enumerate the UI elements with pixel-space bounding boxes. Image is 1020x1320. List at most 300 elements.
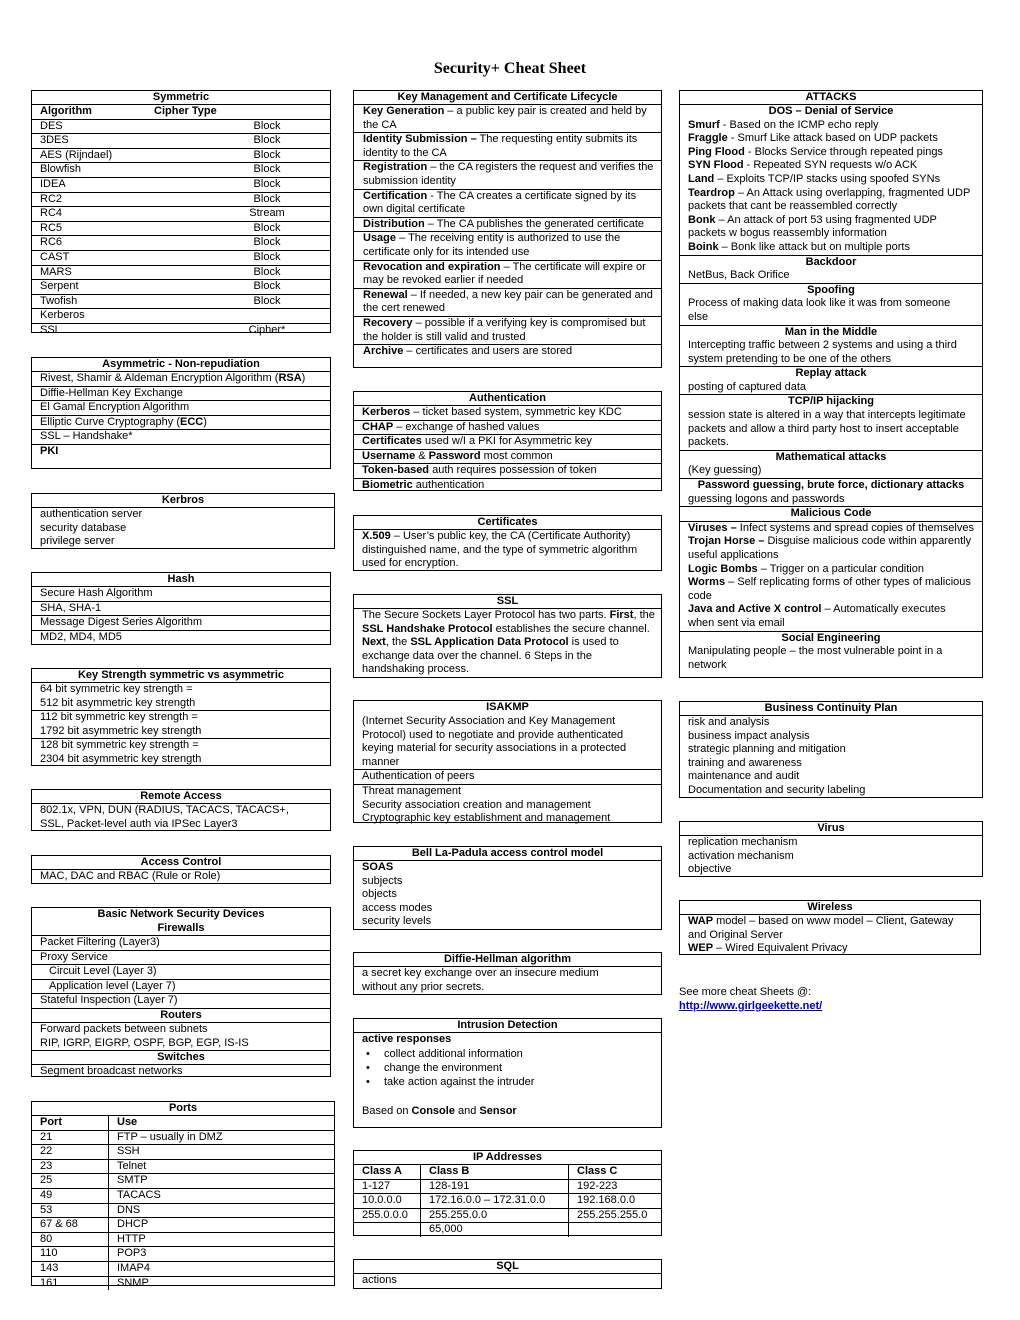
footer-link[interactable]: http://www.girlgeekette.net/ [679, 1000, 823, 1012]
asymmetric-row-rsa: Rivest, Shamir & Aldeman Encryption Algorithm (RSA) [32, 372, 330, 387]
network-devices-table [31, 907, 331, 1077]
list-item: subjects [362, 874, 403, 887]
class-a-cell [354, 1223, 420, 1237]
algorithm-cell: DES [40, 119, 63, 132]
symmetric-column-headers [32, 105, 330, 119]
table-row [354, 1209, 661, 1224]
list-item: SHA, SHA-1 [32, 602, 330, 617]
port-cell: 80 [40, 1232, 53, 1245]
wireless-table [679, 900, 981, 955]
list-item: • collect additional information [354, 1047, 661, 1061]
wireless-wep: WEP – Wired Equivalent Privacy [688, 942, 848, 955]
ports-rows [32, 1131, 334, 1291]
use-cell: SMTP [108, 1174, 334, 1188]
ssl-table [353, 594, 662, 678]
list-item: business impact analysis [688, 729, 810, 742]
list-item [680, 535, 974, 562]
malicious-section [680, 506, 982, 630]
table-row [32, 1204, 334, 1219]
term-text: – Trigger on a particular condition [757, 562, 924, 575]
term-text: – Automatically executes when sent via email [688, 603, 946, 629]
class-b-header: Class B [420, 1165, 568, 1179]
asymmetric-row: El Gamal Encryption Algorithm [32, 401, 330, 416]
asymmetric-table [31, 357, 331, 469]
list-item [354, 218, 661, 233]
bell-lapadula-header: Bell La-Padula access control model [354, 847, 661, 861]
attacks-header: ATTACKS [680, 91, 982, 105]
asymmetric-row: SSL – Handshake* [32, 430, 330, 445]
port-cell: 161 [40, 1276, 59, 1289]
algorithm-cell: Blowfish [40, 163, 81, 176]
list-item: MAC, DAC and RBAC (Rule or Role) [40, 870, 221, 882]
cipher-type-cell: Block [253, 236, 281, 249]
cipher-type-cell: Block [253, 250, 281, 263]
list-item: objects [362, 888, 397, 901]
ip-addresses-table [353, 1150, 662, 1236]
term-label: Usage [363, 232, 397, 245]
cipher-type-cell: Block [253, 294, 281, 307]
remote-access-header: Remote Access [32, 790, 330, 804]
firewalls-header: Firewalls [32, 922, 330, 936]
replay-section [680, 366, 982, 394]
list-item [354, 161, 661, 189]
use-cell: POP3 [108, 1247, 334, 1261]
table-row [32, 1145, 334, 1160]
list-item: Application level (Layer 7) [32, 980, 330, 995]
cipher-type-column-header: Cipher Type [154, 105, 217, 117]
term-text: – Exploits TCP/IP stacks using spoofed SYNs [714, 172, 941, 185]
routers-header: Routers [32, 1009, 330, 1023]
class-b-cell: 65,000 [420, 1223, 568, 1237]
authentication-table [353, 391, 662, 491]
table-row [32, 235, 330, 250]
isakmp-table [353, 700, 662, 823]
table-row [32, 148, 330, 163]
bcp-header: Business Continuity Plan [680, 702, 982, 716]
class-c-cell: 192.168.0.0 [568, 1194, 661, 1208]
term-label: Worms [688, 576, 726, 589]
algorithm-cell: CAST [40, 250, 70, 263]
term-text: - Repeated SYN requests w/o ACK [743, 159, 918, 172]
port-cell: 21 [40, 1130, 53, 1143]
table-row [32, 323, 330, 338]
term-text: - Blocks Service through repeated pings [744, 145, 943, 158]
spoofing-text: Process of making data look like it was from someone else [688, 297, 951, 323]
list-item: objective [688, 863, 732, 876]
list-item: Threat management [362, 784, 462, 797]
term-label: Land [688, 172, 715, 185]
term-text: - Smurf Like attack based on UDP packets [727, 132, 938, 145]
term-label: Archive [363, 345, 404, 358]
list-item [680, 146, 982, 160]
intrusion-footer: Based on Console and Sensor [362, 1105, 517, 1118]
list-item [354, 345, 661, 359]
list-item: strategic planning and mitigation [688, 743, 846, 756]
ip-rows [354, 1180, 661, 1237]
list-item [680, 241, 982, 255]
term-text: - The CA creates a certificate signed by its own digital certificate [363, 189, 637, 216]
list-item: 802.1x, VPN, DUN (RADIUS, TACACS, TACACS+, [40, 804, 289, 816]
table-row [32, 1247, 334, 1262]
certificates-text: X.509 – User’s public key, the CA (Certificate Authority) distinguished name, and the type of symmetric algorithm used for encryption. [362, 530, 638, 570]
list-item [354, 261, 661, 289]
list-item [354, 289, 661, 317]
table-row [32, 1218, 334, 1233]
kerbros-table [31, 493, 335, 549]
class-a-header: Class A [362, 1165, 402, 1177]
list-item: privilege server [40, 535, 115, 548]
list-item [680, 132, 982, 146]
list-item: training and awareness [688, 756, 802, 769]
port-cell: 25 [40, 1174, 53, 1187]
sql-header: SQL [354, 1260, 661, 1274]
password-text: guessing logons and passwords [688, 492, 845, 505]
class-c-cell [568, 1223, 661, 1237]
table-row [354, 1180, 661, 1195]
term-label: Identity Submission – [363, 133, 477, 146]
algorithm-column-header: Algorithm [40, 105, 92, 117]
port-cell: 49 [40, 1188, 53, 1201]
term-label: Distribution [363, 217, 425, 230]
attacks-table [679, 90, 983, 678]
table-row [32, 1189, 334, 1204]
use-cell: Telnet [108, 1160, 334, 1174]
list-item [680, 159, 982, 173]
algorithm-cell: Twofish [40, 294, 78, 307]
cipher-type-cell: Stream [249, 207, 285, 220]
cipher-type-cell: Block [253, 134, 281, 147]
social-section [680, 631, 982, 673]
cipher-type-cell: Block [253, 221, 281, 234]
symmetric-header: Symmetric [32, 91, 330, 105]
table-row [32, 177, 330, 192]
cipher-type-cell: Block [253, 192, 281, 205]
term-label: Teardrop [688, 186, 735, 199]
wireless-wap: WAP model – based on www model – Client, Gateway and Original Server [688, 915, 954, 941]
dos-subheader: DOS – Denial of Service [768, 105, 894, 117]
access-control-table [31, 855, 331, 884]
list-item [680, 173, 982, 187]
class-a-cell: 10.0.0.0 [362, 1194, 402, 1207]
term-label: SYN Flood [688, 159, 744, 172]
hash-header: Hash [32, 573, 330, 587]
ports-table [31, 1101, 335, 1289]
algorithm-cell: AES (Rijndael) [40, 148, 113, 161]
list-item [680, 522, 974, 536]
ip-addresses-header: IP Addresses [354, 1151, 661, 1165]
list-item: Secure Hash Algorithm [32, 587, 330, 602]
term-label: Renewal [363, 288, 408, 301]
list-item [680, 214, 982, 241]
math-section [680, 450, 982, 478]
list-item: maintenance and audit [688, 770, 800, 783]
list-item: • take action against the intruder [354, 1075, 661, 1089]
class-b-cell: 172.16.0.0 – 172.31.0.0 [420, 1194, 568, 1208]
class-c-cell: 255.255.255.0 [568, 1209, 661, 1223]
class-b-cell: 255.255.0.0 [420, 1209, 568, 1223]
term-text: – the CA registers the request and verifies the submission identity [363, 161, 654, 187]
password-subheader: Password guessing, brute force, dictionary attacks [697, 479, 965, 492]
term-label: Smurf [688, 118, 720, 131]
symmetric-rows [32, 119, 330, 338]
asymmetric-row: Diffie-Hellman Key Exchange [32, 387, 330, 402]
term-text: – The CA publishes the generated certificate [424, 217, 645, 230]
footer-text: See more cheat Sheets @: [679, 986, 812, 998]
use-cell: FTP – usually in DMZ [108, 1131, 334, 1145]
table-row [32, 250, 330, 265]
table-row [32, 279, 330, 294]
use-cell: SSH [108, 1145, 334, 1159]
list-item: Cryptographic key establishment and management [362, 812, 611, 825]
isakmp-header: ISAKMP [486, 701, 529, 713]
intrusion-detection-table [353, 1018, 662, 1128]
isakmp-description: (Internet Security Association and Key Management Protocol) used to negotiate and provide authenticated keying material for security associations in a protected manner [354, 715, 661, 770]
key-strength-table [31, 668, 331, 766]
term-label: Certification [363, 189, 428, 202]
port-cell: 22 [40, 1145, 53, 1158]
use-cell: DNS [108, 1204, 334, 1218]
list-item [680, 563, 974, 577]
ip-column-headers [354, 1165, 661, 1180]
table-row [32, 294, 330, 309]
class-a-cell: 255.0.0.0 [362, 1208, 408, 1221]
list-item: authentication server [40, 508, 143, 520]
algorithm-cell: SSL [40, 323, 61, 336]
list-item [680, 187, 982, 214]
virus-header: Virus [680, 822, 982, 836]
list-item: 64 bit symmetric key strength = 512 bit asymmetric key strength [32, 683, 330, 711]
certificates-table [353, 515, 662, 571]
list-item: Username & Password most common [354, 450, 661, 465]
table-row [32, 221, 330, 236]
hash-table [31, 572, 331, 645]
term-label: Logic Bombs [688, 562, 758, 575]
cipher-type-cell: Block [253, 119, 281, 132]
table-row [32, 133, 330, 148]
port-cell: 23 [40, 1159, 53, 1172]
term-label: Fraggle [688, 132, 728, 145]
list-item: Segment broadcast networks [40, 1065, 183, 1078]
diffie-hellman-header: Diffie-Hellman algorithm [354, 953, 661, 967]
list-item: MD2, MD4, MD5 [40, 630, 122, 643]
list-item: 112 bit symmetric key strength = 1792 bit asymmetric key strength [32, 711, 330, 739]
term-text: – certificates and users are stored [403, 345, 573, 358]
certificates-header: Certificates [354, 516, 661, 530]
list-item: CHAP – exchange of hashed values [354, 421, 661, 436]
algorithm-cell: Kerberos [40, 309, 85, 322]
ports-column-headers [32, 1116, 334, 1131]
table-row [32, 1160, 334, 1175]
list-item: security levels [362, 915, 432, 928]
table-row [32, 1233, 334, 1248]
virus-table [679, 821, 983, 877]
term-text: Infect systems and spread copies of themselves [736, 521, 974, 534]
list-item: Kerberos – ticket based system, symmetric key KDC [354, 406, 661, 421]
term-label: Key Generation [363, 105, 445, 117]
port-cell: 53 [40, 1203, 53, 1216]
term-text: – An attack of port 53 using fragmented UDP packets w bogus reassembly information [688, 213, 937, 240]
asymmetric-row-ecc: Elliptic Curve Cryptography (ECC) [32, 416, 330, 431]
ports-header: Ports [32, 1102, 334, 1116]
list-item: Security association creation and management [362, 798, 591, 811]
list-item: Authentication of peers [354, 770, 661, 785]
list-item [680, 576, 974, 603]
class-a-cell: 1-127 [362, 1179, 391, 1192]
math-text: (Key guessing) [688, 464, 762, 477]
sql-table [353, 1259, 662, 1289]
term-text: Disguise malicious code within apparently useful applications [688, 535, 972, 561]
term-text: – If needed, a new key pair can be generated and the cert renewed [363, 288, 653, 315]
class-b-cell: 128-191 [420, 1180, 568, 1194]
list-item [354, 317, 661, 345]
authentication-header: Authentication [354, 392, 661, 406]
term-text: The requesting entity submits its identity to the CA [363, 133, 638, 159]
list-item: actions [362, 1274, 397, 1286]
cipher-type-cell: Block [253, 148, 281, 161]
class-c-cell: 192-223 [568, 1180, 661, 1194]
active-responses-label: active responses [362, 1033, 452, 1045]
use-cell: SNMP [108, 1277, 334, 1291]
use-column-header: Use [108, 1116, 334, 1130]
list-item [680, 603, 974, 630]
hijack-text: session state is altered in a way that intercepts legitimate packets and allow a third party host to insert acceptable packets. [688, 409, 966, 449]
mitm-subheader: Man in the Middle [784, 325, 878, 338]
table-row [32, 1131, 334, 1146]
social-subheader: Social Engineering [781, 631, 881, 644]
spoofing-section [680, 283, 982, 325]
term-label: Viruses – [688, 521, 737, 534]
port-cell: 67 & 68 [40, 1218, 78, 1231]
math-subheader: Mathematical attacks [775, 450, 887, 463]
class-c-header: Class C [568, 1165, 661, 1179]
key-management-rows [354, 105, 661, 359]
algorithm-cell: RC4 [40, 207, 63, 220]
page-title: Security+ Cheat Sheet [433, 60, 587, 77]
port-column-header: Port [40, 1116, 62, 1128]
algorithm-cell: MARS [40, 265, 72, 278]
table-row [32, 206, 330, 221]
term-text: – An Attack using overlapping, fragmented UDP packets that cant be reassembled correctly [688, 186, 971, 213]
list-item: security database [40, 521, 127, 534]
port-cell: 143 [40, 1261, 59, 1274]
list-item: • change the environment [354, 1061, 661, 1075]
list-item: activation mechanism [688, 849, 794, 862]
term-text: – Self replicating forms of other types of malicious code [688, 576, 971, 602]
algorithm-cell: RC2 [40, 192, 63, 205]
list-item [354, 133, 661, 161]
ssl-header: SSL [354, 595, 661, 609]
diffie-hellman-text: a secret key exchange over an insecure medium without any prior secrets. [362, 967, 599, 993]
list-item: Message Digest Series Algorithm [32, 616, 330, 631]
use-cell: HTTP [108, 1233, 334, 1247]
list-item: Certificates used w/I a PKI for Asymmetric key [354, 435, 661, 450]
intrusion-detection-header: Intrusion Detection [354, 1019, 661, 1033]
list-item: 128 bit symmetric key strength = 2304 bit asymmetric key strength [40, 739, 202, 765]
replay-text: posting of captured data [688, 380, 807, 393]
cipher-type-cell: Block [253, 177, 281, 190]
term-label: Bonk [688, 213, 716, 226]
table-row [32, 192, 330, 207]
term-label: Trojan Horse – [688, 535, 765, 548]
hijack-subheader: TCP/IP hijacking [788, 395, 874, 408]
malicious-subheader: Malicious Code [680, 507, 982, 522]
cipher-type-cell: Block [253, 280, 281, 293]
remote-access-table [31, 789, 331, 831]
kerbros-header: Kerbros [32, 494, 334, 508]
list-item [354, 105, 661, 133]
list-item: RIP, IGRP, EIGRP, OSPF, BGP, EGP, IS-IS [32, 1037, 330, 1052]
list-item: risk and analysis [688, 716, 770, 728]
soas-label: SOAS [362, 861, 394, 873]
algorithm-cell: RC6 [40, 236, 63, 249]
spoofing-subheader: Spoofing [807, 283, 855, 296]
algorithm-cell: Serpent [40, 280, 79, 293]
table-row [32, 162, 330, 177]
cipher-type-cell: Block [253, 163, 281, 176]
cipher-type-cell: Cipher* [248, 323, 286, 336]
footer-note [679, 985, 822, 1013]
hijack-section [680, 394, 982, 449]
key-management-header: Key Management and Certificate Lifecycle [354, 91, 661, 105]
wireless-header: Wireless [680, 901, 980, 915]
term-label: Recovery [363, 316, 413, 329]
switches-header: Switches [32, 1051, 330, 1065]
table-row [32, 1174, 334, 1189]
list-item: SSL, Packet-level auth via IPSec Layer3 [40, 817, 238, 830]
list-item: Forward packets between subnets [40, 1022, 208, 1035]
social-text: Manipulating people – the most vulnerable point in a network [688, 645, 943, 671]
term-label: Registration [363, 161, 428, 174]
use-cell: IMAP4 [108, 1262, 334, 1276]
list-item: Token-based auth requires possession of token [354, 464, 661, 479]
asymmetric-header: Asymmetric - Non-repudiation [32, 358, 330, 372]
table-row [32, 265, 330, 280]
list-item: replication mechanism [688, 836, 798, 848]
cipher-type-cell [144, 309, 330, 323]
list-item: Documentation and security labeling [688, 783, 866, 796]
password-section [680, 478, 982, 506]
network-devices-header: Basic Network Security Devices [97, 908, 265, 920]
table-row [32, 308, 330, 323]
term-text: – a public key pair is created and held by the CA [363, 105, 647, 131]
bell-lapadula-table [353, 846, 662, 930]
list-item: access modes [362, 901, 433, 914]
bcp-table [679, 701, 983, 798]
port-cell: 110 [40, 1247, 58, 1260]
term-label: Java and Active X control [688, 603, 822, 616]
use-cell: TACACS [108, 1189, 334, 1203]
key-management-table [353, 90, 662, 368]
list-item: Proxy Service [32, 951, 330, 966]
term-text: – Bonk like attack but on multiple ports [718, 240, 910, 253]
backdoor-subheader: Backdoor [805, 255, 857, 268]
backdoor-text: NetBus, Back Orifice [688, 269, 790, 282]
list-item: Stateful Inspection (Layer 7) [32, 994, 330, 1009]
table-row [32, 1277, 334, 1291]
replay-subheader: Replay attack [795, 367, 867, 380]
ssl-text: The Secure Sockets Layer Protocol has two parts. First, the SSL Handshake Protocol establishes the secure channel. Next, the SSL Application Data Protocol is used to exchange data over the channel. 6 Steps in the handshaking process. [362, 609, 655, 676]
symmetric-table [31, 90, 331, 336]
use-cell: DHCP [108, 1218, 334, 1232]
table-row [32, 119, 330, 134]
term-text: – The receiving entity is authorized to use the certificate only for its intended use [363, 232, 621, 258]
key-strength-header: Key Strength symmetric vs asymmetric [32, 669, 330, 683]
asymmetric-row: PKI [40, 444, 59, 457]
backdoor-section [680, 255, 982, 283]
algorithm-cell: 3DES [40, 134, 69, 147]
term-label: Boink [688, 240, 719, 253]
algorithm-cell: RC5 [40, 221, 63, 234]
